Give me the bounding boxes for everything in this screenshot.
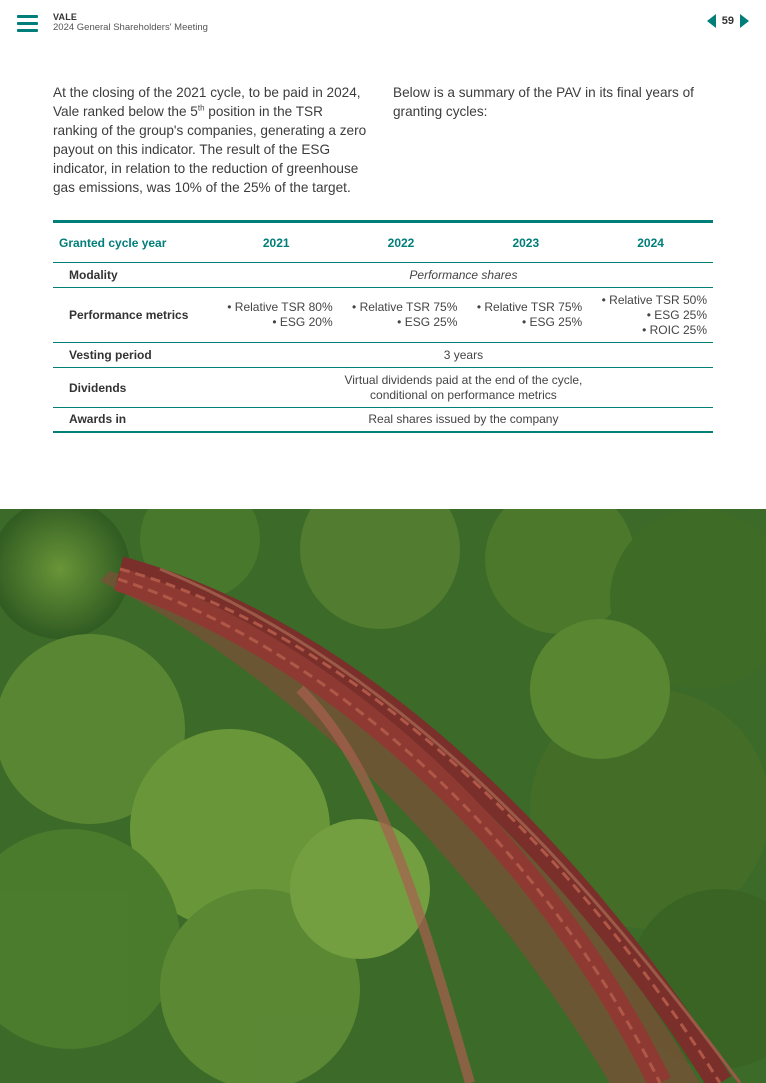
metric-line: • Relative TSR 50% — [601, 292, 707, 307]
brand-name: VALE — [53, 12, 78, 22]
previous-page-icon[interactable] — [707, 14, 716, 28]
dividends-line-2: conditional on performance metrics — [370, 387, 557, 402]
vesting-value: 3 years — [214, 343, 713, 368]
header-2021: 2021 — [214, 222, 339, 263]
brand-block — [53, 13, 208, 33]
table-row-vesting-period — [53, 343, 713, 368]
row-label-performance-metrics: Performance metrics — [53, 288, 214, 343]
intro-left-part1: At the closing of the 2021 cycle, to be paid in 2024, Vale ranked below the 5 — [53, 85, 361, 119]
ordinal-suffix: th — [197, 103, 205, 113]
row-label-modality: Modality — [53, 263, 214, 288]
intro-left-paragraph — [53, 83, 369, 197]
metric-line: • ESG 20% — [272, 315, 333, 329]
next-page-icon[interactable] — [740, 14, 749, 28]
table-row-modality — [53, 263, 713, 288]
metrics-2022 — [339, 288, 464, 343]
page-header — [0, 0, 766, 50]
header-2024: 2024 — [588, 222, 713, 263]
metric-line: • Relative TSR 75% — [476, 300, 583, 314]
intro-left-part2: position in the TSR ranking of the group's companies, generating a zero payout on this indicator. The result of the ESG indicator, in relation to the reduction of greenhouse gas emissions, was 10% of the 25% of the target. — [53, 104, 367, 195]
metric-line: • Relative TSR 75% — [352, 300, 458, 314]
header-2023: 2023 — [463, 222, 588, 263]
dividends-value — [214, 368, 713, 408]
metric-line: • ESG 25% — [521, 315, 583, 329]
table-row-performance-metrics — [53, 288, 713, 343]
metrics-2024 — [588, 288, 713, 343]
modality-value: Performance shares — [214, 263, 713, 288]
page-navigator — [707, 14, 749, 28]
awards-value: Real shares issued by the company — [214, 408, 713, 432]
intro-right-paragraph: Below is a summary of the PAV in its final years of granting cycles: — [393, 85, 694, 119]
metric-line: • ESG 25% — [397, 315, 458, 329]
table-row-awards-in — [53, 408, 713, 432]
metrics-2023 — [463, 288, 588, 343]
hamburger-menu-icon[interactable] — [17, 15, 38, 32]
dividends-line-1: Virtual dividends paid at the end of the cycle, — [344, 372, 583, 387]
table-row-dividends — [53, 368, 713, 408]
table-header-row — [53, 222, 713, 263]
page-number: 59 — [721, 15, 734, 27]
railway-forest-photo — [0, 509, 766, 1083]
document-subtitle: 2024 General Shareholders' Meeting — [53, 21, 208, 33]
row-label-vesting-period: Vesting period — [53, 343, 214, 368]
row-label-dividends: Dividends — [53, 368, 214, 408]
intro-text — [53, 83, 713, 197]
pav-summary-table — [53, 220, 713, 433]
header-2022: 2022 — [339, 222, 464, 263]
row-label-awards-in: Awards in — [53, 408, 214, 432]
metric-line: • ROIC 25% — [642, 322, 707, 337]
metrics-2021 — [214, 288, 339, 343]
header-granted-cycle-year: Granted cycle year — [53, 222, 214, 263]
metric-line: • Relative TSR 80% — [227, 300, 333, 314]
metric-line: • ESG 25% — [646, 307, 707, 322]
aerial-photo-illustration — [0, 509, 766, 1083]
